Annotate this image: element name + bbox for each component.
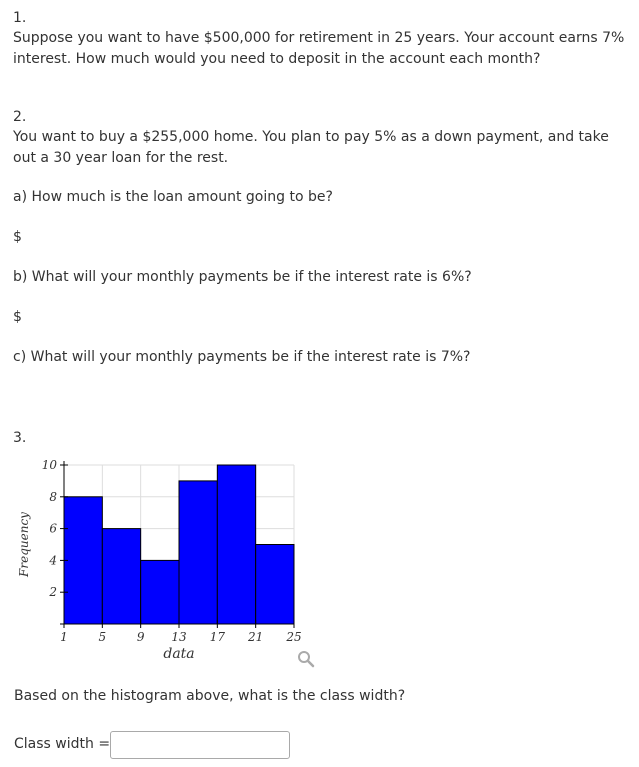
- q2-text: You want to buy a $255,000 home. You plan to pay 5% as a down payment, and take out a 30 year loan for the rest.: [13, 129, 609, 166]
- q2-part-c: c) What will your monthly payments be if the interest rate is 7%?: [13, 349, 471, 365]
- q1-text: Suppose you want to have $500,000 for retirement in 25 years. Your account earns 7% interest. How much would you need to deposit in the account each month?: [13, 30, 625, 67]
- x-tick-label: 25: [286, 630, 302, 644]
- histogram-bar: [141, 560, 179, 624]
- histogram-bar: [217, 465, 255, 624]
- y-tick-label: 8: [49, 489, 57, 504]
- y-tick-label: 10: [41, 458, 57, 472]
- y-axis-label: Frequency: [17, 512, 31, 577]
- class-width-input[interactable]: [110, 731, 290, 759]
- x-tick-label: 1: [60, 630, 68, 644]
- chart-bars: [64, 465, 294, 624]
- x-tick-label: 9: [136, 630, 145, 644]
- q3-number: 3.: [13, 430, 27, 446]
- q2-answer-a-prefix: $: [13, 229, 22, 245]
- y-tick-label: 4: [49, 553, 57, 568]
- y-tick-label: 6: [49, 521, 57, 536]
- x-tick-label: 5: [98, 630, 107, 644]
- q2-answer-b-prefix: $: [13, 309, 22, 325]
- class-width-label: Class width =: [14, 736, 111, 752]
- x-tick-label: 21: [248, 630, 264, 644]
- magnifier-icon[interactable]: [296, 649, 316, 669]
- histogram-bar: [256, 545, 294, 625]
- q3-question: Based on the histogram above, what is the class width?: [14, 688, 406, 704]
- q2-number: 2.: [13, 109, 27, 125]
- q1-number: 1.: [13, 10, 27, 26]
- x-tick-label: 13: [171, 630, 187, 644]
- x-axis-label: data: [163, 646, 195, 662]
- q2-part-b: b) What will your monthly payments be if the interest rate is 6%?: [13, 269, 472, 285]
- histogram-bar: [179, 481, 217, 624]
- histogram-bar: [102, 529, 140, 624]
- histogram-chart: [14, 455, 314, 665]
- histogram-bar: [64, 497, 102, 624]
- y-tick-label: 2: [49, 585, 57, 600]
- q2-part-a: a) How much is the loan amount going to be?: [13, 189, 333, 205]
- x-tick-label: 17: [209, 630, 225, 644]
